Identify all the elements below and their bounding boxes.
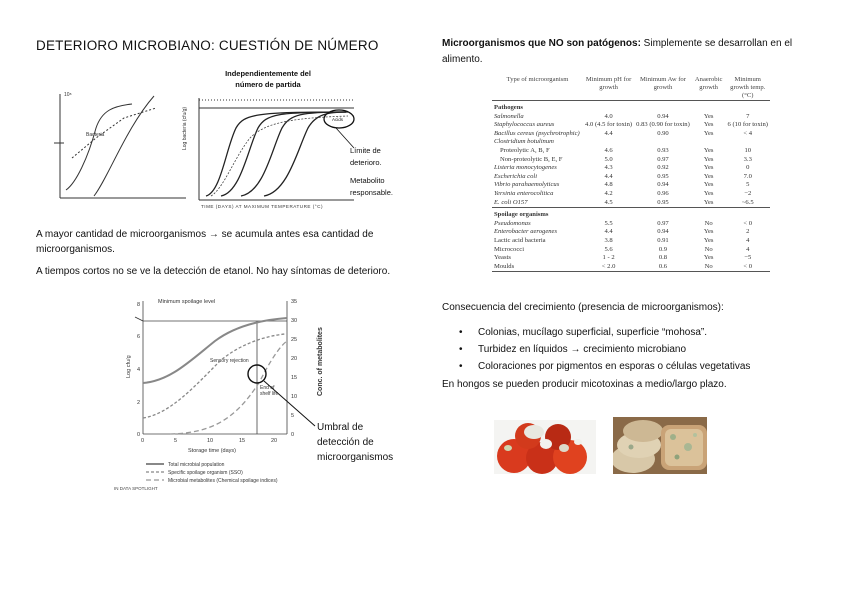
table-section-label: Spoilage organisms	[492, 208, 770, 220]
table-section-label: Pathogens	[494, 104, 523, 111]
right-heading: Microorganismos que NO son patógenos: Simplemente se desarrollan en el alimento.	[442, 38, 793, 65]
table-cell: 0.95	[657, 198, 669, 206]
x-tick: 0	[141, 438, 145, 444]
table-cell: Vibrio parahaemolyticus	[494, 181, 560, 189]
table-cell: 10	[744, 146, 752, 154]
table-cell: Staphylococcus aureus	[494, 121, 555, 129]
table-cell: 0.95	[657, 172, 669, 180]
table-cell: 0.97	[657, 155, 669, 163]
table-cell	[583, 138, 634, 147]
table-cell: Yes	[703, 146, 714, 154]
fig1-annotation: Independientemente del número de partida	[225, 69, 311, 89]
table-cell: E. coli O157	[494, 198, 528, 206]
table-cell: 7	[746, 112, 750, 120]
table-cell: 4.4	[604, 228, 613, 236]
y-axis-label: Log cfu/g	[126, 355, 132, 378]
paragraph-1: A mayor cantidad de microorganismos → se acumula antes esa cantidad de microorganismos.	[36, 229, 374, 255]
paragraph-2: A tiempos cortos no se ve la detección de etanol. No hay síntomas de deterioro.	[36, 266, 391, 277]
limite-label: Límite de deterioro.	[350, 146, 382, 167]
table-row	[492, 164, 770, 173]
table-row	[492, 113, 770, 122]
y2-tick: 20	[291, 356, 298, 362]
table-row	[492, 228, 770, 237]
y-tick: 6	[137, 334, 141, 340]
table-cell: 4.6	[604, 146, 613, 154]
table-cell: 4.0 (4.5 for toxin)	[585, 121, 633, 129]
table-cell: 0.94	[657, 228, 669, 236]
table-cell: 7.0	[743, 172, 752, 180]
table-cell: Yes	[703, 189, 714, 197]
y2-tick: 15	[291, 375, 298, 381]
list-item: • Coloraciones por pigmentos en esporas o células vegetativas	[459, 361, 751, 372]
table-cell: 4.4	[604, 172, 613, 180]
legend-sso: Specific spoilage organism (SSO)	[168, 470, 243, 476]
table-row	[492, 254, 770, 263]
table-row	[492, 156, 770, 165]
table-row	[492, 199, 770, 208]
y2-axis-label: Conc. of metabolites	[317, 327, 324, 396]
table-cell: Yes	[703, 236, 714, 244]
table-cell: No	[692, 263, 726, 272]
table-cell: No	[704, 245, 713, 253]
table-row	[492, 263, 770, 272]
table-row	[492, 220, 770, 229]
table-cell: 0.92	[657, 164, 669, 172]
table-cell: −5	[744, 254, 752, 262]
table-cell: Yes	[703, 112, 714, 120]
th-temp: Minimum growth temp. (°C)	[726, 76, 771, 101]
table-cell: 0.91	[657, 236, 669, 244]
hongos-text: En hongos se pueden producir micotoxinas a medio/largo plazo.	[442, 379, 727, 390]
microorganism-table	[492, 76, 770, 272]
y2-tick: 0	[291, 432, 295, 438]
table-cell: 5.0	[604, 155, 613, 163]
table-cell: Pseudomonas	[494, 219, 531, 227]
table-cell: Yes	[703, 164, 714, 172]
table-cell: < 2.0	[583, 263, 634, 272]
table-cell: 5.6	[604, 245, 613, 253]
table-cell: < 0	[726, 263, 771, 272]
table-cell: No	[704, 219, 713, 227]
y2-tick: 25	[291, 337, 298, 343]
table-cell: Yes	[703, 121, 714, 129]
table-cell	[634, 138, 692, 147]
table-cell: Yes	[703, 198, 714, 206]
page-title: DETERIORO MICROBIANO: CUESTIÓN DE NÚMERO	[36, 38, 379, 53]
table-row	[492, 181, 770, 190]
table-cell: Lactic acid bacteria	[494, 236, 546, 244]
table-cell: 4.4	[604, 129, 613, 137]
legend-total: Total microbial population	[168, 462, 225, 468]
list-item: • Turbidez en líquidos → crecimiento microbiano	[459, 344, 687, 355]
table-cell: Yes	[703, 254, 714, 262]
table-cell: 4.5	[604, 198, 613, 206]
moldy-tomatoes-photo	[494, 420, 596, 474]
table-row	[492, 237, 770, 246]
sensory-label: Sensory rejection	[210, 358, 249, 364]
table-cell: 1 - 2	[602, 254, 615, 262]
table-cell: 6 (10 for toxin)	[727, 121, 768, 129]
consecuencia-title: Consecuencia del crecimiento (presencia de microorganismos):	[442, 302, 724, 313]
svg-text:Bacteria: Bacteria	[86, 132, 105, 138]
table-cell: Listeria monocytogenes	[494, 164, 557, 172]
table-cell: 0.8	[658, 254, 668, 262]
table-cell: Proteolytic A, B, F	[500, 146, 550, 154]
corner-label: IN DATA SPOTLIGHT	[114, 486, 158, 491]
y2-tick: 10	[291, 394, 298, 400]
table-cell: Escherichia coli	[494, 172, 538, 180]
table-cell: Yes	[703, 129, 714, 137]
metabolito-label: Metabolito responsable.	[350, 176, 393, 197]
table-cell: 0.83 (0.90 for toxin)	[636, 121, 690, 129]
table-cell: < 0	[743, 219, 753, 227]
th-aw: Minimum Aw for growth	[634, 76, 692, 101]
svg-text:Log bacteria (cfu/g): Log bacteria (cfu/g)	[182, 106, 188, 150]
growth-curves-figure	[36, 88, 366, 210]
table-cell: 3.8	[604, 236, 613, 244]
table-cell: 0.97	[657, 219, 669, 227]
table-cell: < 4	[743, 129, 753, 137]
table-cell: 0.96	[657, 189, 669, 197]
table-cell: 3.3	[743, 155, 752, 163]
table-cell: Bacillus cereus (psychrotrophic)	[494, 129, 580, 137]
bubble-label: Acids	[332, 117, 344, 122]
table-cell: 4.0	[604, 112, 613, 120]
table-cell: Yersinia enterocolitica	[494, 189, 554, 197]
table-cell: 0.9	[658, 245, 668, 253]
table-cell: 4.8	[604, 181, 613, 189]
th-anaerobic: Anaerobic growth	[692, 76, 726, 101]
umbral-label: Umbral de detección de microorganismos	[317, 422, 394, 463]
table-cell: Yes	[703, 228, 714, 236]
y-tick: 0	[137, 432, 141, 438]
table-cell: 0.90	[657, 129, 669, 137]
moldy-bread-photo	[613, 417, 707, 474]
table-row	[492, 246, 770, 255]
end-shelf-label-2: shelf life	[260, 391, 279, 397]
consecuencia-list	[442, 324, 822, 375]
table-row	[492, 173, 770, 182]
svg-text:10⁸: 10⁸	[64, 92, 72, 98]
svg-text:TIME (DAYS) AT MAXIMUM TEMPERA: TIME (DAYS) AT MAXIMUM TEMPERATURE (°C)	[201, 204, 323, 209]
table-cell: Micrococci	[494, 245, 525, 253]
table-row	[492, 138, 770, 147]
table-cell: 4.3	[604, 164, 613, 172]
table-cell	[726, 138, 771, 147]
table-cell: Yeasts	[494, 254, 511, 262]
spoilage-chart	[110, 286, 330, 492]
table-cell: 0.94	[657, 181, 669, 189]
y2-tick: 35	[291, 299, 298, 305]
table-cell: Clostridium botulinum	[494, 138, 554, 146]
x-tick: 5	[174, 438, 178, 444]
table-cell: 5	[746, 181, 750, 189]
y-tick: 4	[137, 367, 141, 373]
table-cell: Enterobacter aerogenes	[494, 228, 558, 236]
th-type: Type of microorganism	[492, 76, 583, 101]
table-cell: Moulds	[492, 263, 583, 272]
table-cell: ~6.5	[741, 198, 754, 206]
table-cell: 0.6	[634, 263, 692, 272]
table-cell: 0.93	[657, 146, 669, 154]
legend-metabolites: Microbial metabolites (Chemical spoilage indices)	[168, 478, 278, 484]
table-row	[492, 130, 770, 139]
y-tick: 2	[137, 400, 141, 406]
table-row	[492, 190, 770, 199]
y-tick: 8	[137, 302, 141, 308]
table-cell: Salmonella	[494, 112, 524, 120]
end-shelf-label-1: End of	[260, 385, 275, 391]
th-ph: Minimum pH for growth	[583, 76, 634, 101]
table-cell: Yes	[703, 181, 714, 189]
table-cell: Yes	[703, 155, 714, 163]
y2-tick: 30	[291, 318, 298, 324]
table-cell: 4	[746, 236, 750, 244]
table-row	[492, 121, 770, 130]
min-spoilage-label: Minimum spoilage level	[158, 299, 216, 305]
table-cell: 4	[746, 245, 750, 253]
table-cell: 0.94	[657, 112, 669, 120]
table-cell: Non-proteolytic B, E, F	[500, 155, 563, 163]
table-cell: 2	[746, 228, 750, 236]
table-cell	[692, 138, 726, 147]
table-cell: 5.5	[604, 219, 613, 227]
y2-tick: 5	[291, 413, 295, 419]
table-cell: Yes	[703, 172, 714, 180]
x-tick: 15	[239, 438, 246, 444]
table-cell: 0	[746, 164, 750, 172]
x-tick: 10	[207, 438, 214, 444]
table-row	[492, 147, 770, 156]
x-axis-label: Storage time (days)	[188, 448, 236, 454]
x-tick: 20	[271, 438, 278, 444]
table-cell: 4.2	[604, 189, 613, 197]
list-item: • Colonias, mucílago superficial, superficie “mohosa”.	[459, 327, 707, 338]
table-cell: −2	[744, 189, 752, 197]
